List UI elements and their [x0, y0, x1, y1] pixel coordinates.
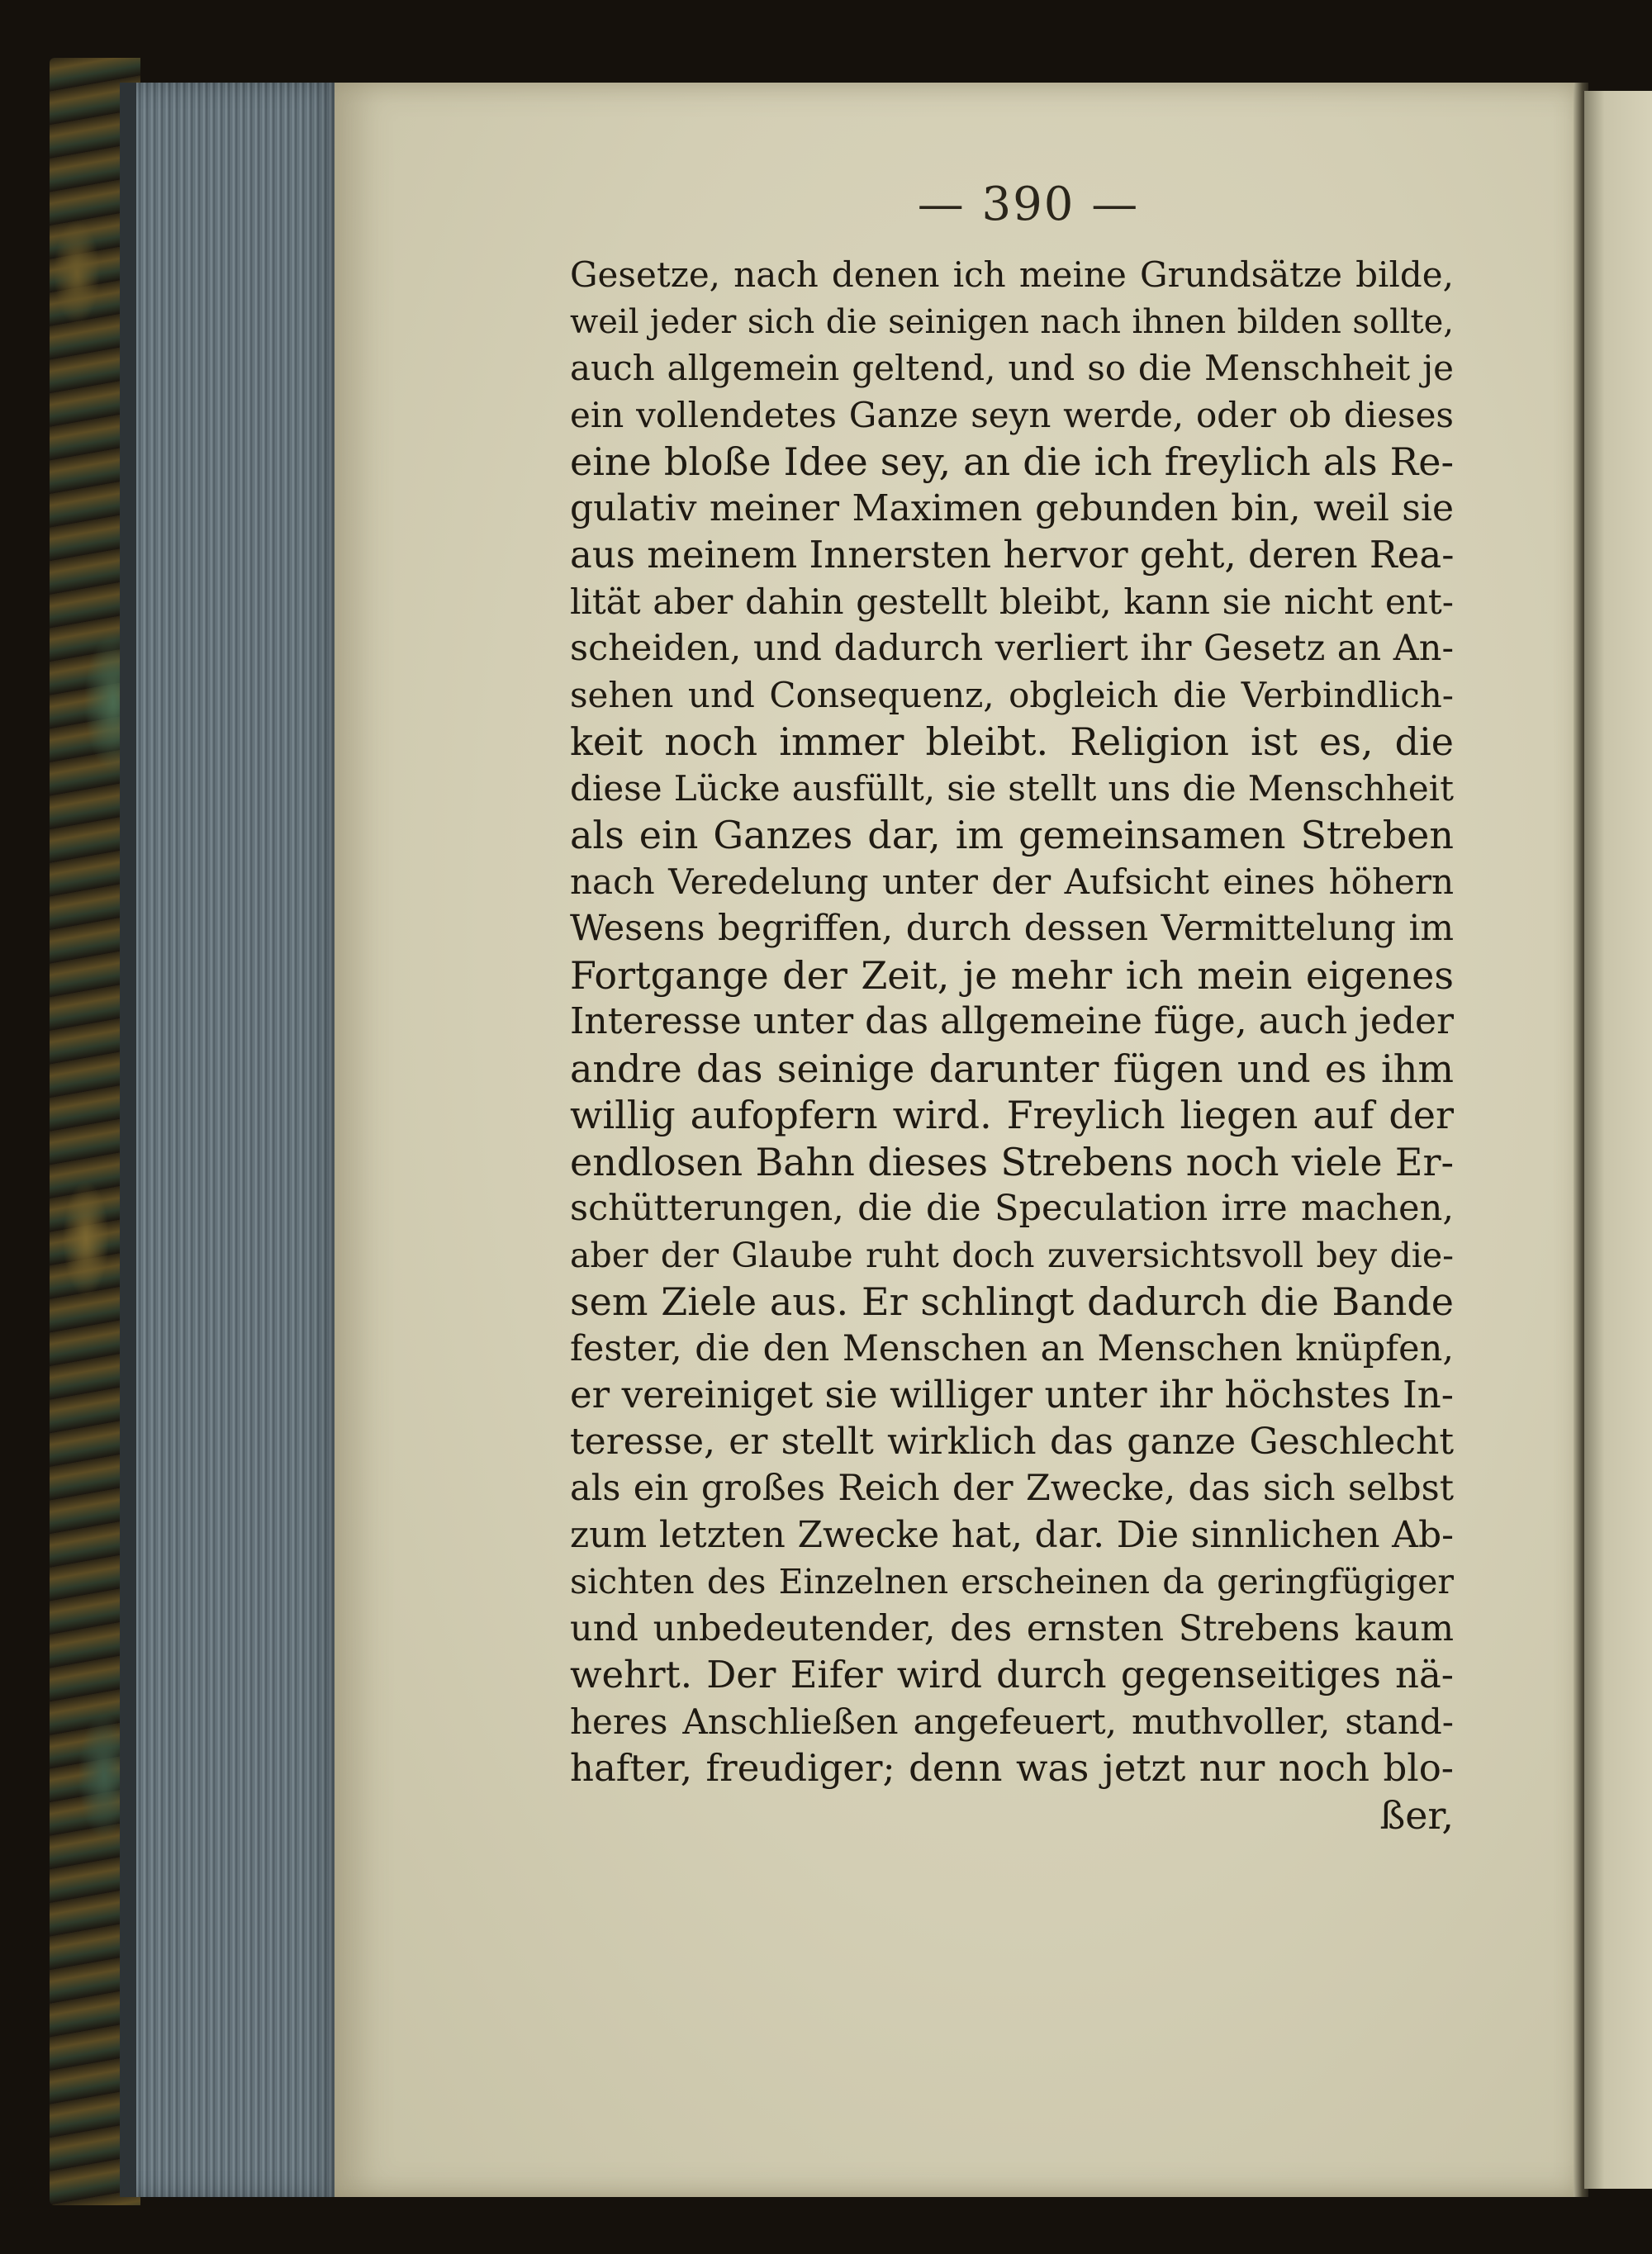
text-line: er vereiniget sie williger unter ihr höchstes In- [570, 1373, 1454, 1416]
text-line: zum letzten Zwecke hat, dar. Die sinnlichen Ab- [570, 1513, 1454, 1556]
text-line: sehen und Consequenz, obgleich die Verbindlich- [570, 674, 1454, 715]
text-line: keit noch immer bleibt. Religion ist es, die [570, 719, 1454, 764]
text-line: andre das seinige darunter fügen und es ihm [570, 1046, 1454, 1091]
facing-page [1584, 91, 1652, 2189]
text-line: und unbedeutender, des ernsten Strebens kaum [570, 1607, 1454, 1649]
catchword: ßer, [1379, 1792, 1454, 1838]
text-line: schütterungen, die die Speculation irre machen, [570, 1188, 1454, 1229]
text-line: als ein Ganzes dar, im gemeinsamen Streben [570, 813, 1454, 857]
text-line: sichten des Einzelnen erscheinen da geringfügiger [570, 1562, 1454, 1602]
text-line: Wesens begriffen, durch dessen Vermittelung im [570, 908, 1454, 949]
text-line: endlosen Bahn dieses Strebens noch viele Er- [570, 1139, 1454, 1184]
page-number-header: — 390 — [917, 178, 1140, 231]
text-line: heres Anschließen angefeuert, muthvoller, stand- [570, 1701, 1454, 1742]
text-line: aus meinem Innersten hervor geht, deren Rea- [570, 533, 1454, 577]
text-line: sem Ziele aus. Er schlingt dadurch die Bande [570, 1279, 1454, 1324]
text-line: wehrt. Der Eifer wird durch gegenseitiges nä- [570, 1653, 1454, 1696]
text-line: diese Lücke ausfüllt, sie stellt uns die Menschheit [570, 767, 1454, 809]
text-line: teresse, er stellt wirklich das ganze Geschlecht [570, 1420, 1454, 1463]
text-line: auch allgemein geltend, und so die Menschheit je [570, 348, 1454, 388]
body-text [570, 252, 1454, 1839]
text-line: lität aber dahin gestellt bleibt, kann sie nicht ent- [570, 581, 1454, 622]
text-line: weil jeder sich die seinigen nach ihnen bilden sollte, [570, 302, 1454, 341]
text-line: eine bloße Idee sey, an die ich freylich als Re- [570, 439, 1454, 484]
text-line: ein vollendetes Ganze seyn werde, oder ob dieses [570, 394, 1454, 435]
text-line: nach Veredelung unter der Aufsicht eines höhern [570, 861, 1454, 902]
text-line: Fortgange der Zeit, je mehr ich mein eigenes [570, 952, 1454, 998]
text-line: fester, die den Menschen an Menschen knüpfen, [570, 1327, 1454, 1369]
text-line: gulativ meiner Maximen gebunden bin, weil sie [570, 486, 1454, 529]
text-line: hafter, freudiger; denn was jetzt nur noch blo- [570, 1746, 1454, 1790]
text-line: als ein großes Reich der Zwecke, das sich selbst [570, 1468, 1454, 1509]
page-edge-shadow [120, 83, 136, 2197]
page-edge-block [120, 83, 343, 2197]
text-line: Interesse unter das allgemeine füge, auch jeder [570, 1000, 1454, 1042]
text-line: scheiden, und dadurch verliert ihr Gesetz an An- [570, 628, 1454, 669]
text-line: Gesetze, nach denen ich meine Grundsätze bilde, [570, 254, 1454, 295]
text-line: aber der Glaube ruht doch zuversichtsvoll bey die- [570, 1235, 1454, 1275]
text-line: willig aufopfern wird. Freylich liegen auf der [570, 1093, 1454, 1137]
